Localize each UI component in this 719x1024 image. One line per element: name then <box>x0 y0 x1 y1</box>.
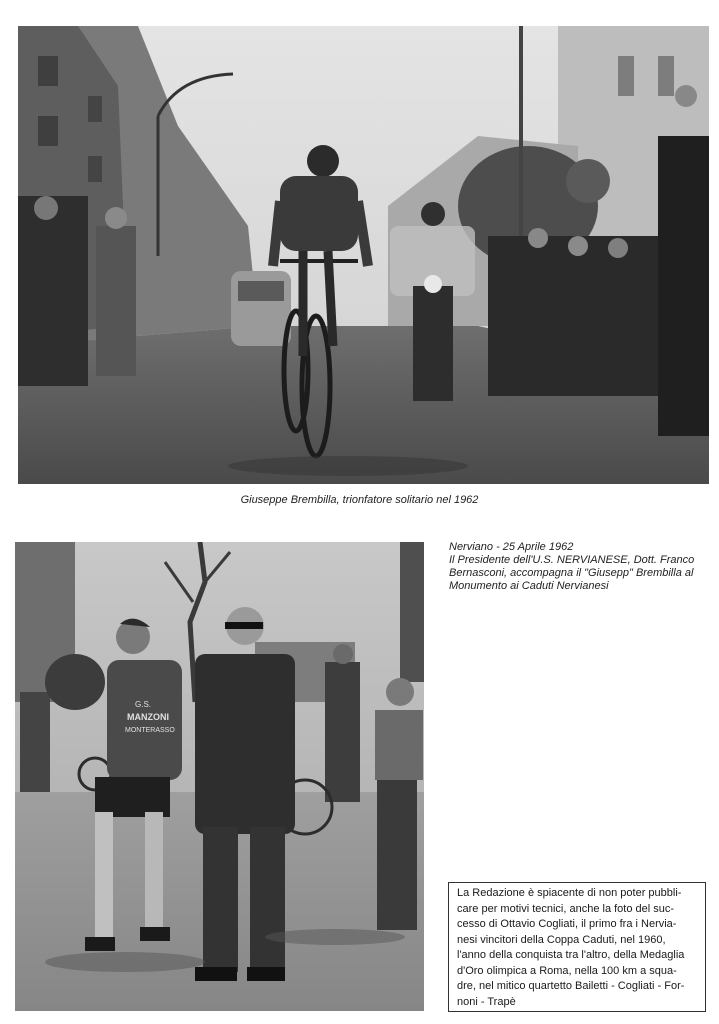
notice-line: noni - Trapè <box>457 995 516 1008</box>
notice-line: care per motivi tecnici, anche la foto del suc- <box>457 902 675 915</box>
notice-line: d'Oro olimpica a Roma, nella 100 km a squa- <box>457 964 677 977</box>
editorial-notice-box <box>448 882 706 1012</box>
caption-line: Nerviano - 25 Aprile 1962 <box>449 541 574 553</box>
jersey-text-1: G.S. <box>135 700 152 709</box>
caption-line: Il Presidente dell'U.S. NERVIANESE, Dott. Franco <box>449 554 695 566</box>
jersey-text-2: MANZONI <box>127 712 169 722</box>
notice-line: dre, nel mitico quartetto Bailetti - Cogliati - For- <box>457 980 685 992</box>
top-photo-caption: Giuseppe Brembilla, trionfatore solitario nel 1962 <box>240 494 479 506</box>
notice-line: cesso di Ottavio Cogliati, il primo fra i Nervia- <box>457 918 677 930</box>
cyclist-with-president-photo-icon <box>15 542 424 1011</box>
jersey-text-3: MONTERASSO <box>125 727 175 734</box>
race-photo <box>18 26 709 484</box>
bottom-photo-caption <box>449 541 711 593</box>
notice-line: La Redazione è spiacente di non poter pubbli- <box>457 887 682 899</box>
notice-line: l'anno della conquista tra l'altro, della Medaglia <box>457 949 685 961</box>
cyclist-race-photo-icon <box>18 26 709 484</box>
caption-line: Monumento ai Caduti Nervianesi <box>449 580 609 592</box>
ceremony-photo <box>15 542 424 1011</box>
caption-line: Bernasconi, accompagna il "Giusepp" Brembilla al <box>449 567 694 579</box>
notice-line: nesi vincitori della Coppa Caduti, nel 1960, <box>457 933 666 946</box>
